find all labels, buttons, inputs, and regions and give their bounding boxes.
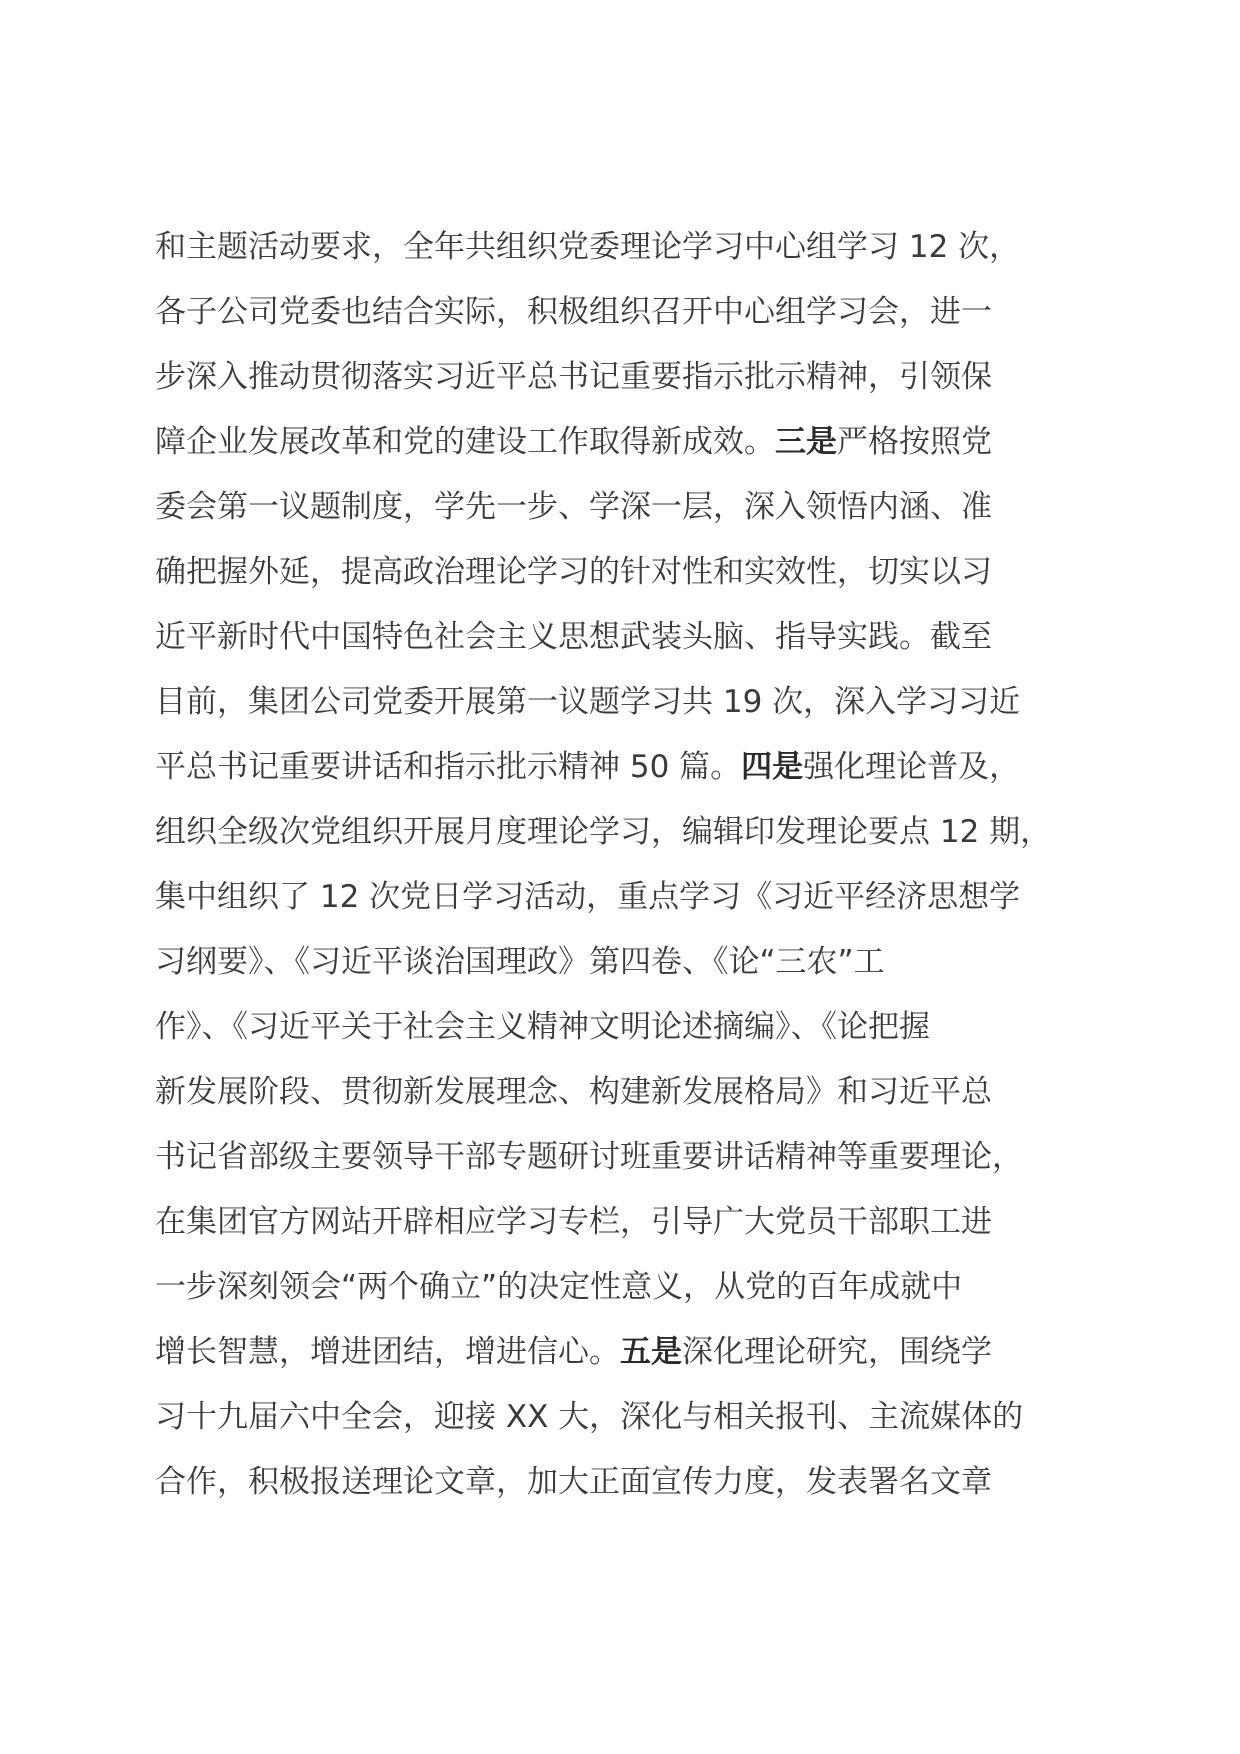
text-line: 目前，集团公司党委开展第一议题学习共 19 次，深入学习习近 [155, 684, 1021, 720]
text-line: 近平新时代中国特色社会主义思想武装头脑、指导实践。截至 [155, 619, 992, 655]
text-line: 障企业发展改革和党的建设工作取得新成效。三是严格按照党 [155, 424, 992, 460]
text-line: 集中组织了 12 次党日学习活动，重点学习《习近平经济思想学 [155, 879, 1021, 915]
body-text [155, 215, 1135, 1515]
bold-marker: 五是 [620, 1334, 682, 1370]
text-line: 各子公司党委也结合实际，积极组织召开中心组学习会，进一 [155, 294, 992, 330]
text-line: 作》、《习近平关于社会主义精神文明论述摘编》、《论把握 [155, 1009, 930, 1045]
text-line: 委会第一议题制度，学先一步、学深一层，深入领悟内涵、准 [155, 489, 992, 525]
text-line: 书记省部级主要领导干部专题研讨班重要讲话精神等重要理论， [155, 1139, 1023, 1175]
text-line: 在集团官方网站开辟相应学习专栏，引导广大党员干部职工进 [155, 1204, 992, 1240]
text-line: 平总书记重要讲话和指示批示精神 50 篇。四是强化理论普及， [155, 749, 1021, 785]
text-line: 增长智慧，增进团结，增进信心。五是深化理论研究，围绕学 [155, 1334, 992, 1370]
text-line: 习十九届六中全会，迎接 XX 大，深化与相关报刊、主流媒体的 [155, 1399, 1024, 1435]
text-line: 和主题活动要求，全年共组织党委理论学习中心组学习 12 次， [155, 229, 1021, 265]
bold-marker: 三是 [775, 424, 837, 460]
text-line: 步深入推动贯彻落实习近平总书记重要指示批示精神，引领保 [155, 359, 992, 395]
text-line: 新发展阶段、贯彻新发展理念、构建新发展格局》和习近平总 [155, 1074, 992, 1110]
bold-marker: 四是 [741, 749, 804, 785]
text-line: 一步深刻领会“两个确立”的决定性意义，从党的百年成就中 [155, 1269, 963, 1305]
text-line: 合作，积极报送理论文章，加大正面宣传力度，发表署名文章 [155, 1464, 992, 1500]
text-line: 习纲要》、《习近平谈治国理政》第四卷、《论“三农”工 [155, 944, 885, 980]
text-line: 组织全级次党组织开展月度理论学习，编辑印发理论要点 12 期， [155, 814, 1052, 850]
text-line: 确把握外延，提高政治理论学习的针对性和实效性，切实以习 [155, 554, 992, 590]
